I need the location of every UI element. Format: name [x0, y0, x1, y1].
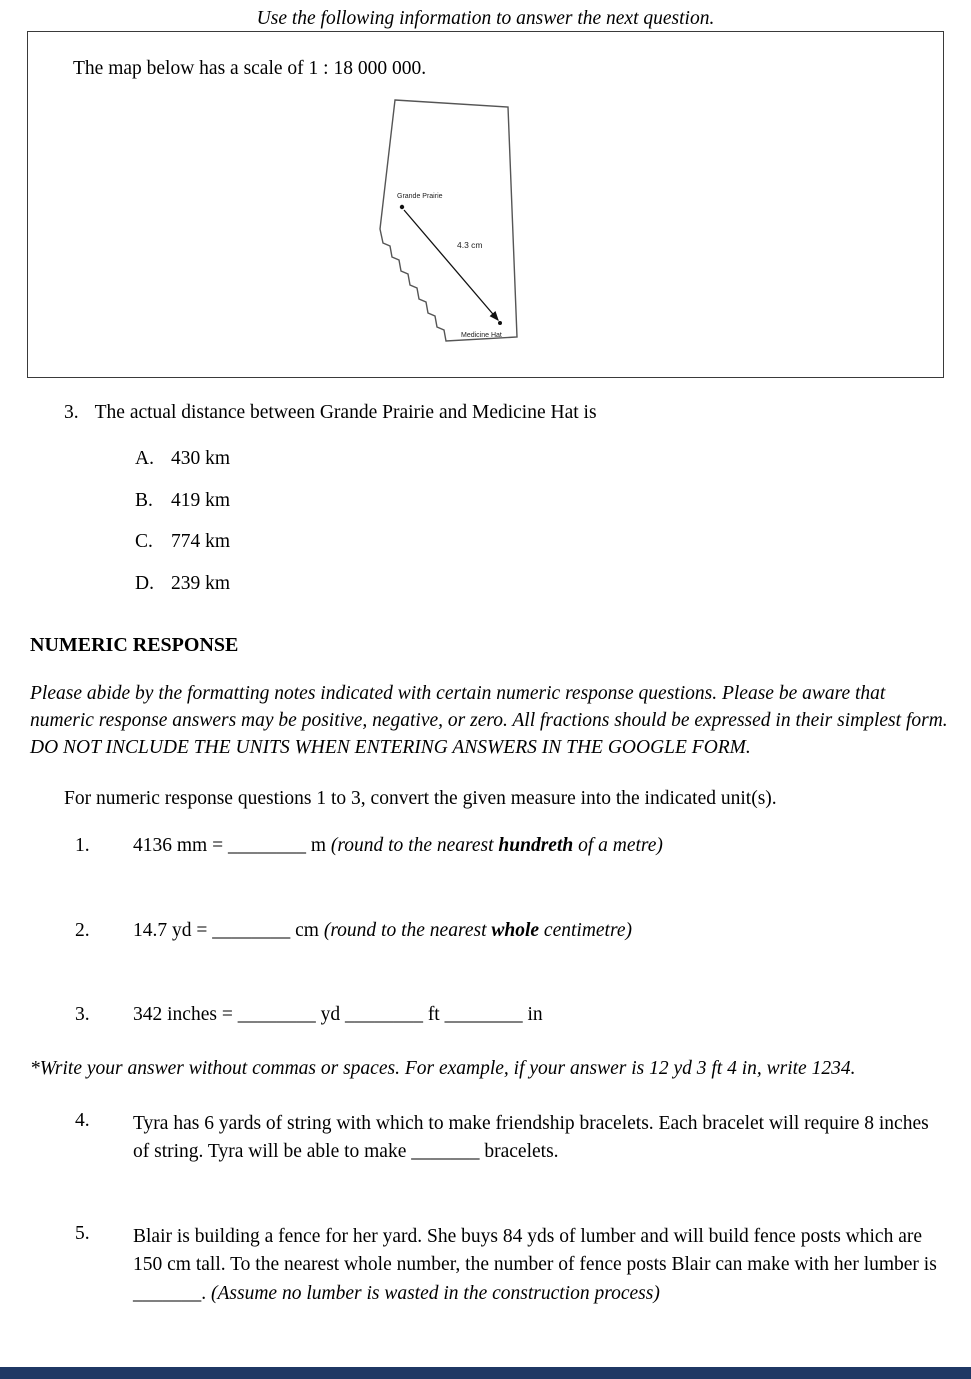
city-dot-grande-prairie: [400, 205, 404, 209]
nr-question-5-number: 5.: [75, 1223, 90, 1244]
city-label-grande-prairie: Grande Prairie: [397, 193, 443, 200]
nr-q5-italic-note: (Assume no lumber is wasted in the construction process): [211, 1282, 660, 1304]
option-a-letter: A.: [135, 448, 154, 469]
nr-q1-note: [331, 835, 663, 856]
convert-instruction: For numeric response questions 1 to 3, convert the given measure into the indicated unit(s).: [64, 788, 777, 809]
question-3: [64, 402, 597, 424]
option-d-letter: D.: [135, 573, 154, 594]
nr-question-4-number: 4.: [75, 1110, 90, 1131]
nr-question-5: [75, 1223, 948, 1308]
info-box: [27, 31, 944, 378]
nr-q2-lead: 14.7 yd = ________ cm: [133, 920, 324, 941]
option-b-letter: B.: [135, 490, 153, 511]
option-a-text: 430 km: [171, 448, 231, 469]
numeric-response-heading: NUMERIC RESPONSE: [30, 634, 239, 656]
nr-question-2-text: [133, 920, 632, 942]
nr-q2-note: [324, 920, 632, 941]
province-outline: [380, 100, 517, 341]
nr-question-2-number: 2.: [75, 920, 90, 941]
question-3-text: The actual distance between Grande Prairie and Medicine Hat is: [94, 402, 597, 423]
nr-q2-note-open: (round to the nearest: [323, 920, 492, 941]
nr-question-4: [75, 1110, 948, 1167]
nr-question-1-number: 1.: [75, 835, 90, 856]
nr-question-1: [75, 835, 663, 857]
option-d-text: 239 km: [171, 573, 231, 594]
nr-q1-lead: 4136 mm = ________ m: [133, 835, 331, 856]
nr-q2-note-close: centimetre): [539, 920, 632, 941]
instruction-banner: Use the following information to answer the next question.: [256, 8, 715, 29]
question-3-number: 3.: [64, 402, 79, 423]
nr-q5-main: Blair is building a fence for her yard. She buys 84 yds of lumber and will build fence posts which are 150 cm tall. To the nearest whole number, the number of fence posts Blair can make with her lumber is _______.: [133, 1226, 937, 1304]
nr-question-3-text: 342 inches = ________ yd ________ ft ________ in: [133, 1004, 543, 1025]
nr-question-5-text: [133, 1223, 948, 1308]
nr-q1-note-close: of a metre): [573, 835, 663, 856]
city-dot-medicine-hat: [498, 321, 502, 325]
nr-q2-note-bold: whole: [491, 920, 540, 941]
format-note: *Write your answer without commas or spaces. For example, if your answer is 12 yd 3 ft 4 in, write 1234.: [30, 1058, 856, 1079]
option-b-text: 419 km: [171, 490, 231, 511]
nr-question-2: [75, 920, 632, 942]
option-b: [135, 490, 230, 512]
footer-bar: [0, 1367, 971, 1379]
alberta-map: [371, 94, 531, 356]
numeric-response-intro: Please abide by the formatting notes indicated with certain numeric response questions. Please be aware that numeric response answers may be positive, negative, or zero. All fractions should be expressed in their simplest form. DO NOT INCLUDE THE UNITS WHEN ENTERING ANSWERS IN THE GOOGLE FORM.: [30, 683, 948, 758]
nr-question-3: [75, 1004, 543, 1026]
option-a: [135, 448, 230, 470]
nr-q1-note-open: (round to the nearest: [330, 835, 499, 856]
option-c-letter: C.: [135, 531, 153, 552]
nr-question-3-number: 3.: [75, 1004, 90, 1025]
nr-question-1-text: [133, 835, 663, 857]
distance-label: 4.3 cm: [457, 240, 483, 250]
option-d: [135, 573, 230, 595]
option-c-text: 774 km: [171, 531, 231, 552]
city-label-medicine-hat: Medicine Hat: [461, 332, 502, 339]
nr-question-4-text: Tyra has 6 yards of string with which to make friendship bracelets. Each bracelet will require 8 inches of string. Tyra will be able to make _______ bracelets.: [133, 1113, 929, 1163]
nr-q1-note-bold: hundreth: [498, 835, 574, 856]
option-c: [135, 531, 230, 553]
map-scale-text: The map below has a scale of 1 : 18 000 000.: [73, 58, 427, 79]
